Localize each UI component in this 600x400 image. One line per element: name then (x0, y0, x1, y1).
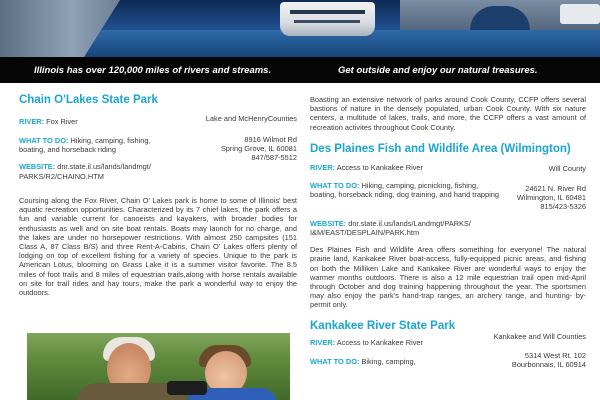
kankakee-title: Kankakee River State Park (310, 319, 456, 332)
desplaines-address-line: 24621 N. River Rd (525, 183, 586, 193)
kankakee-todo-text: Biking, camping, (361, 356, 416, 366)
desplaines-todo-label: WHAT TO DO: (310, 180, 360, 190)
chain-info-block (19, 136, 297, 194)
desplaines-title: Des Plaines Fish and Wildlife Area (Wilmington) (310, 142, 571, 155)
kankakee-river-label: RIVER: (310, 337, 336, 347)
chain-website-block (19, 162, 169, 180)
desplaines-phone: 815/423-5326 (540, 202, 586, 212)
chain-title: Chain O'Lakes State Park (19, 94, 158, 106)
kankakee-river: Access to Kankakee River (336, 337, 423, 347)
chain-river-label: RIVER: (19, 117, 45, 126)
right-column (310, 83, 586, 371)
cook-description: Boasting an extensive network of parks around Cook County, CCFP offers several bastions of nature in the densely populated, urban Cook County. With six nature centers, a multitude of lakes, trails, and more, the CCFP offers a vast amount of recreation activites throughout Cook County. (310, 95, 586, 132)
chain-address (221, 135, 297, 163)
tour-boat (280, 2, 375, 36)
caption-strip (0, 57, 600, 83)
kankakee-address-line: 5314 West Rt. 102 (524, 350, 586, 360)
desplaines-address (517, 184, 586, 212)
binoculars (167, 381, 207, 395)
kankakee-river-row (310, 331, 586, 348)
chain-address-line: Spring Grove, IL 60081 (220, 144, 297, 154)
desplaines-river-label: RIVER: (310, 162, 336, 172)
chain-river: Fox River (46, 117, 78, 126)
caption-left: Illinois has over 120,000 miles of rivers and streams. (34, 64, 272, 76)
desplaines-description: Des Plaines Fish and Wildlife Area offers something for everyone! The natural prairie land, Kankakee River boat-access, fully-equipped picnic areas, and fishing on both the Milliken Lake and Kankakee River are wonderful ways to enjoy the warmer months outdoors. There is also a 12 mile equestrian trail open mid-April through October and dog training happening throughout the year. The sportsmen may also enjoy the park's hand-trap ranges, an archery range, and hunting- by- permit only. (310, 245, 586, 310)
desplaines-website-label: WEBSITE: (310, 218, 347, 228)
chain-todo-label: WHAT TO DO: (19, 136, 69, 145)
desplaines-website-link[interactable]: dnr.state.il.us/lands/Landmgt/PARKS/ I&M/EAST/DESPLAIN/PARK.htm (310, 218, 471, 238)
kankakee-address-line: Bourbonnais, IL 60914 (511, 359, 586, 369)
desplaines-website-block (310, 219, 510, 237)
desplaines-river: Access to Kankakee River (336, 162, 423, 172)
desplaines-county: Will County (548, 163, 586, 173)
chain-description: Coursing along the Fox River, Chain O' Lakes park is home to some of Illinois' best aquatic recreation opportunities. Characterized by its 7 chief lakes, the park offers a fun and variable current for canoeists and kayakers, with broader bodies for enthusiasts as well and on site boat rentals. Boats may launch for no charge, and the lakes are under no horsepower restrictions. With almost 250 campsites (151 Class A, 87 Class B/S) and three Rent-A-Cabins, Chain O' Lakes offers plenty of lodging on top of excellent fishing for a variety of species. Unique to the park is American Lotus, blooming on Grass Lake it is a summer visitor favorite. The 8.5 miles of foot trails and 8 miles of equestrian trails,along with horse rentals available on site for trail rides and hay tours, make the park a wonderful way to enjoy the outdoors. (19, 196, 297, 298)
kankakee-county: Kankakee and Will Counties (493, 331, 586, 341)
desplaines-todo (310, 181, 500, 199)
chain-river-row (19, 114, 297, 127)
man-and-boy-photo (27, 333, 290, 400)
desplaines-todo-text: Hiking, camping, picnicking, fishing, boating, horseback riding, dog training, and hand trapping (310, 180, 500, 200)
kankakee-todo-label: WHAT TO DO: (310, 356, 360, 366)
kankakee-address (512, 351, 586, 369)
chain-phone: 847/587-5512 (251, 153, 297, 163)
desplaines-info-block (310, 181, 586, 219)
left-column (19, 83, 297, 297)
kankakee-info-block (310, 351, 586, 371)
desplaines-address-line: Wilmington, IL 60481 (516, 193, 586, 203)
kankakee-todo (310, 351, 500, 366)
chain-county: Lake and McHenryCounties (205, 114, 297, 123)
hero-photo (0, 0, 600, 57)
chain-todo (19, 136, 169, 154)
chain-website-link[interactable]: dnr.state.il.us/lands/landmgt/ PARKS/R2/CHAINO.HTM (19, 162, 151, 181)
caption-right: Get outside and enjoy our natural treasures. (338, 64, 538, 76)
desplaines-river-row (310, 163, 586, 173)
yacht (560, 4, 600, 24)
chain-todo-text: Hiking, camping, fishing, boating, and horseback riding (19, 136, 151, 155)
chain-address-line: 8916 Wilmot Rd (244, 135, 297, 144)
chain-website-label: WEBSITE: (19, 162, 56, 172)
